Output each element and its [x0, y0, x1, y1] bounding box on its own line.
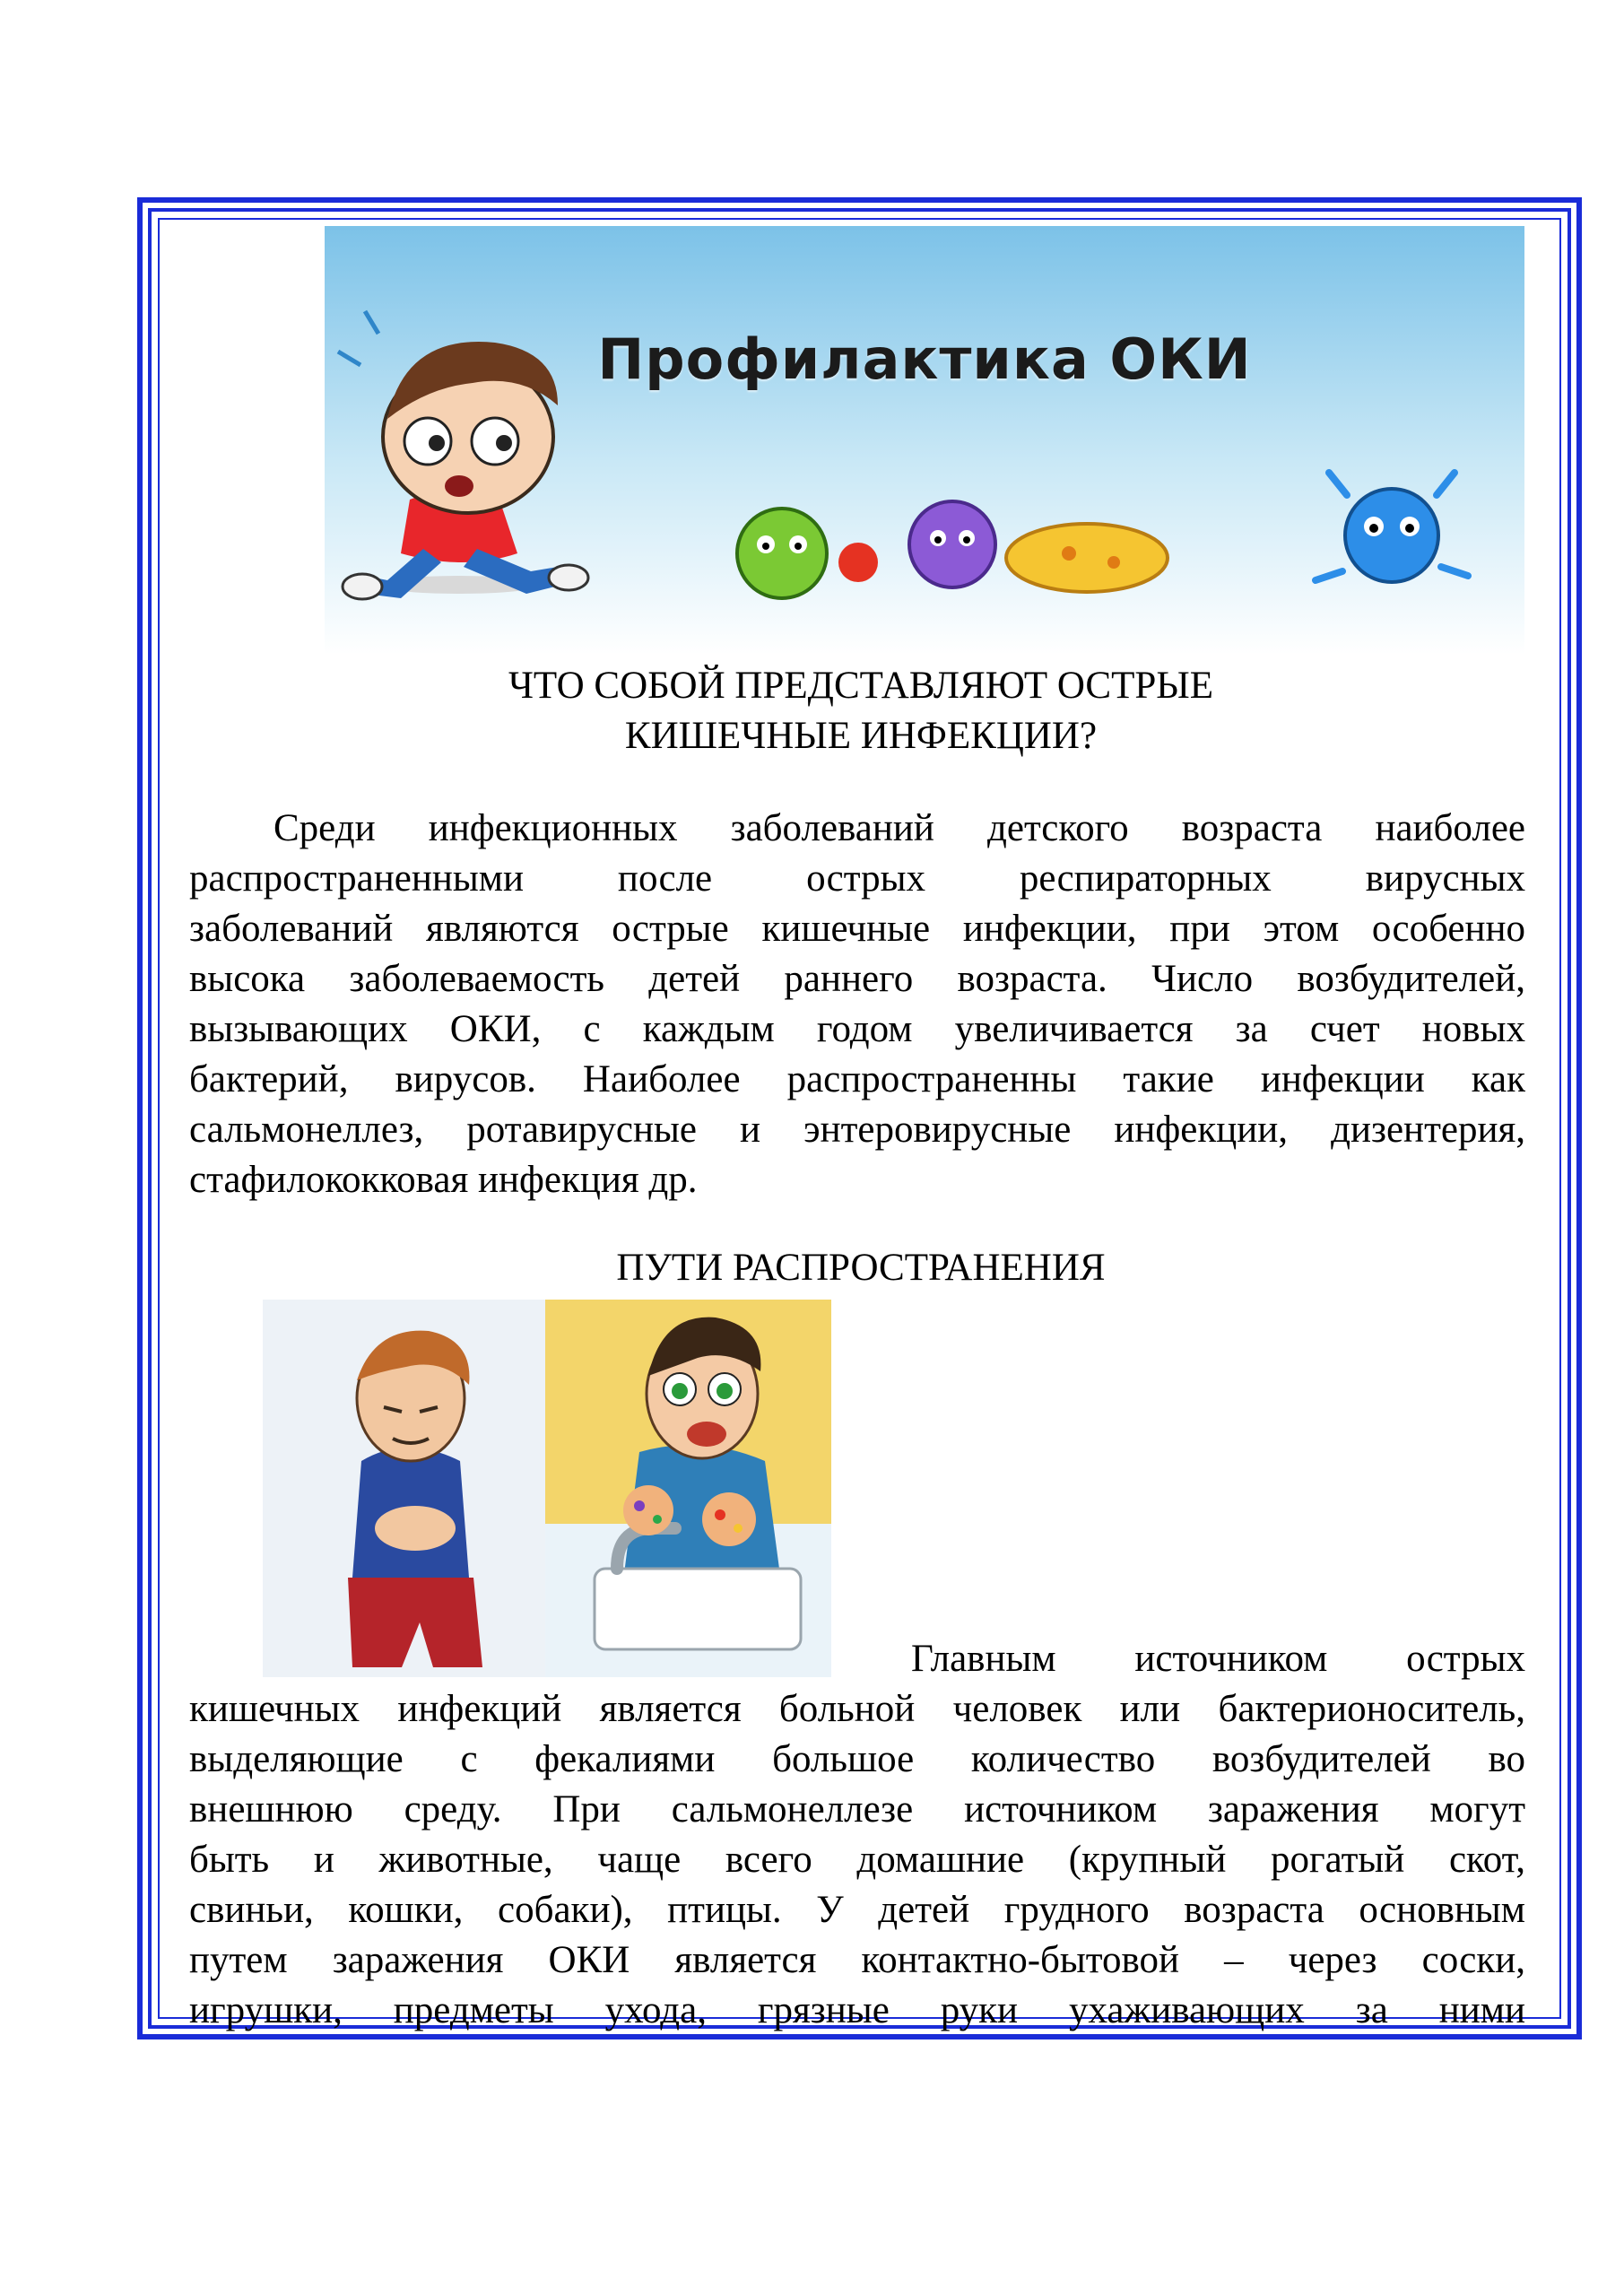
paragraph-line: внешнюю среду. При сальмонеллезе источником заражения могут: [189, 1788, 1525, 1831]
paragraph-line: стафилококковая инфекция др.: [189, 1159, 698, 1201]
section-heading: ПУТИ РАСПРОСТРАНЕНИЯ: [616, 1247, 1106, 1289]
paragraph-line: распространенными после острых респираторных вирусных: [189, 857, 1525, 900]
paragraph-line: путем заражения ОКИ является контактно-бытовой – через соски,: [189, 1939, 1525, 1981]
paragraph-line: бактерий, вирусов. Наиболее распространенны такие инфекции как: [189, 1058, 1525, 1100]
paragraph-line: заболеваний являются острые кишечные инфекции, при этом особенно: [189, 908, 1525, 950]
section-heading-line-1: ЧТО СОБОЙ ПРЕДСТАВЛЯЮТ ОСТРЫЕ: [508, 665, 1214, 707]
paragraph-line: выделяющие с фекалиями большое количество возбудителей во: [189, 1738, 1525, 1780]
paragraph-line: Среди инфекционных заболеваний детского возраста наиболее: [274, 807, 1525, 849]
sick-boy-icon: [348, 1331, 482, 1667]
section-heading-line-2: КИШЕЧНЫЕ ИНФЕКЦИИ?: [624, 715, 1098, 757]
paragraph-line: свиньи, кошки, собаки), птицы. У детей грудного возраста основным: [189, 1889, 1525, 1931]
illustration: [263, 1300, 831, 1677]
paragraph-line: кишечных инфекций является больной человек или бактерионоситель,: [189, 1688, 1525, 1730]
paragraph-line: сальмонеллез, ротавирусные и энтеровирусные инфекции, дизентерия,: [189, 1109, 1525, 1151]
paragraph-line: высока заболеваемость детей раннего возраста. Число возбудителей,: [189, 958, 1525, 1000]
banner-title: Профилактика ОКИ: [597, 326, 1252, 392]
banner: [325, 226, 1524, 655]
paragraph-line: вызывающих ОКИ, с каждым годом увеличивается за счет новых: [189, 1008, 1525, 1050]
paragraph-line: Главным источником острых: [911, 1638, 1525, 1680]
sick-children-illustration: [263, 1300, 831, 1677]
paragraph-line: игрушки, предметы ухода, грязные руки ухаживающих за ними: [189, 1989, 1525, 2031]
paragraph-line: быть и животные, чаще всего домашние (крупный рогатый скот,: [189, 1839, 1525, 1881]
banner-illustration: [325, 226, 1524, 655]
